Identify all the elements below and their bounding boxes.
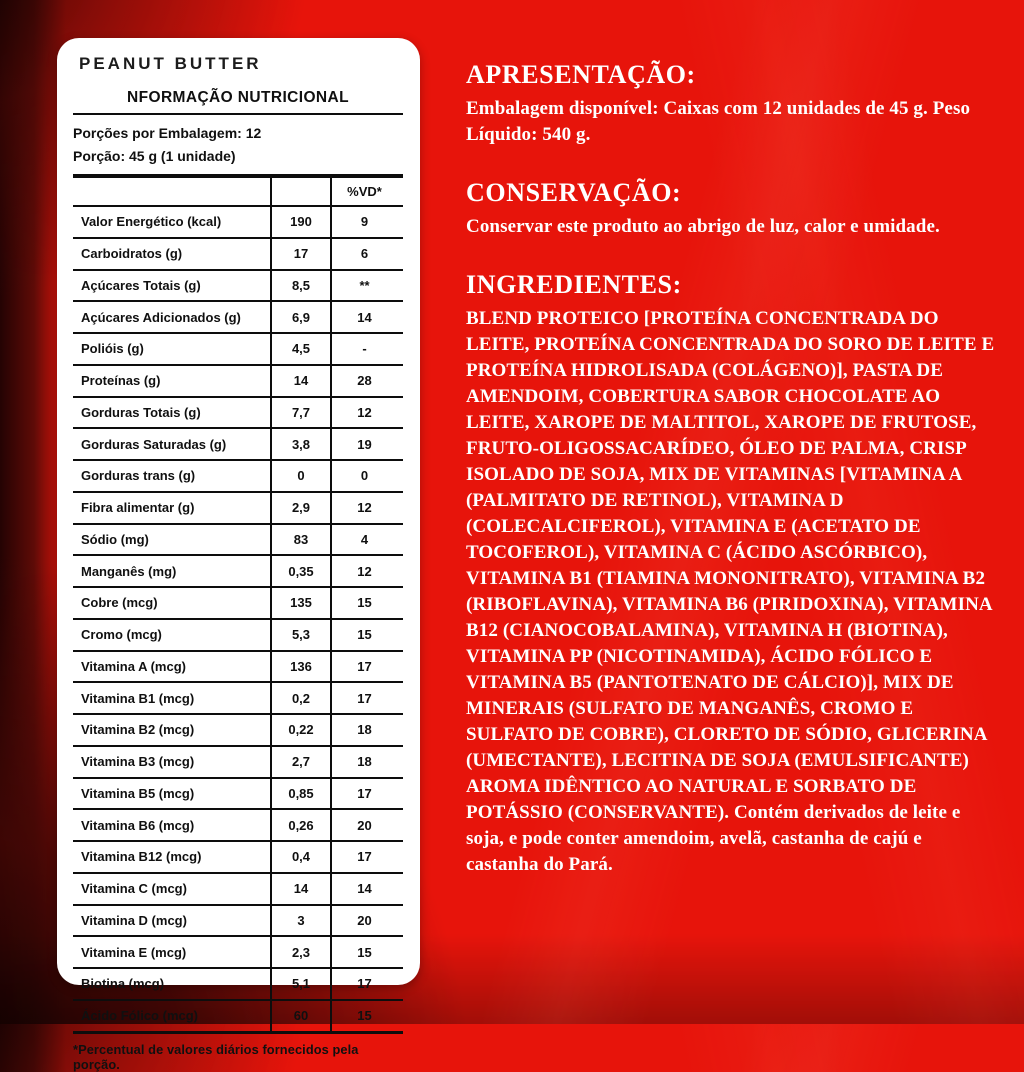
servings-per-pack: Porções por Embalagem: 12	[73, 125, 262, 141]
apresentacao-heading: APRESENTAÇÃO:	[466, 60, 696, 89]
row-nutrient-label: Gorduras Saturadas (g)	[81, 436, 227, 452]
table-row	[73, 967, 403, 999]
table-row	[73, 935, 403, 967]
row-amount-value: 83	[270, 525, 330, 555]
row-amount-value: 3	[270, 906, 330, 936]
info-panel	[466, 60, 998, 878]
product-name: PEANUT BUTTER	[79, 54, 262, 73]
row-amount-value: 7,7	[270, 398, 330, 428]
row-nutrient-label: Cobre (mcg)	[81, 595, 158, 611]
row-nutrient-label: Valor Energético (kcal)	[81, 214, 222, 230]
ingredientes-body: BLEND PROTEICO [PROTEÍNA CONCENTRADA DO LEITE, PROTEÍNA CONCENTRADA DO SORO DE LEITE E PROTEÍNA HIDROLISADA (COLÁGENO)], PASTA DE AMENDOIM, COBERTURA SABOR CHOCOLATE AO LEITE, XAROPE DE MALTITOL, XAROPE DE FRUTOSE, FRUTO-OLIGOSSACARÍDEO, ÓLEO DE PALMA, CRISP ISOLADO DE SOJA, MIX DE VITAMINAS [VITAMINA A (PALMITATO DE RETINOL), VITAMINA D (COLECALCIFEROL), VITAMINA E (ACETATO DE TOCOFEROL), VITAMINA C (ÁCIDO ASCÓRBICO), VITAMINA B1 (TIAMINA MONONITRATO), VITAMINA B2 (RIBOFLAVINA), VITAMINA B6 (PIRIDOXINA), VITAMINA B12 (CIANOCOBALAMINA), VITAMINA H (BIOTINA), VITAMINA PP (NICOTINAMIDA), ÁCIDO FÓLICO E VITAMINA B5 (PANTOTENATO DE CÁLCIO)], MIX DE MINERAIS (SULFATO DE MANGANÊS, CROMO E SULFATO DE COBRE), CLORETO DE SÓDIO, GLICERINA (UMECTANTE), LECITINA DE SOJA (EMULSIFICANTE) AROMA IDÊNTICO AO NATURAL E SORBATO DE POTÁSSIO (CONSERVANTE). Contém derivados de leite e soja, e pode conter amendoim, avelã, castanha de cajú e castanha do Pará.	[466, 308, 995, 875]
row-nutrient-label: Manganês (mg)	[81, 563, 177, 579]
header-amount-cell	[270, 178, 330, 205]
table-row	[73, 396, 403, 428]
row-vd-value: 19	[330, 429, 397, 459]
table-row	[73, 872, 403, 904]
table-row	[73, 745, 403, 777]
row-nutrient-label: Biotina (mcg)	[81, 976, 165, 992]
row-nutrient-label: Açúcares Totais (g)	[81, 277, 201, 293]
row-nutrient-label: Gorduras trans (g)	[81, 468, 196, 484]
row-amount-value: 190	[270, 207, 330, 237]
row-vd-value: 15	[330, 588, 397, 618]
row-vd-value: -	[330, 334, 397, 364]
table-row	[73, 459, 403, 491]
row-vd-value: 20	[330, 810, 397, 840]
row-vd-value: 17	[330, 779, 397, 809]
row-nutrient-label: Açúcares Adicionados (g)	[81, 309, 241, 325]
table-row	[73, 650, 403, 682]
table-row	[73, 999, 403, 1031]
row-amount-value: 0	[270, 461, 330, 491]
row-nutrient-label: Sódio (mg)	[81, 531, 149, 547]
table-row	[73, 269, 403, 301]
row-nutrient-label: Vitamina B6 (mcg)	[81, 817, 195, 833]
row-vd-value: 17	[330, 969, 397, 999]
row-nutrient-label: Vitamina B2 (mcg)	[81, 722, 195, 738]
row-amount-value: 2,9	[270, 493, 330, 523]
row-amount-value: 14	[270, 874, 330, 904]
table-row	[73, 207, 403, 237]
table-row	[73, 364, 403, 396]
row-amount-value: 136	[270, 652, 330, 682]
row-amount-value: 2,3	[270, 937, 330, 967]
row-vd-value: 12	[330, 493, 397, 523]
table-footnote: *Percentual de valores diários fornecidos pela porção.	[73, 1041, 359, 1072]
conservacao-heading: CONSERVAÇÃO:	[466, 178, 682, 207]
row-nutrient-label: Vitamina E (mcg)	[81, 944, 187, 960]
row-vd-value: 12	[330, 398, 397, 428]
table-row	[73, 332, 403, 364]
row-amount-value: 135	[270, 588, 330, 618]
nutrition-table	[73, 178, 403, 1034]
row-vd-value: 9	[330, 207, 397, 237]
row-nutrient-label: Vitamina B5 (mcg)	[81, 785, 195, 801]
row-vd-value: 18	[330, 747, 397, 777]
row-vd-value: 14	[330, 302, 397, 332]
row-nutrient-label: Ácido Fólico (mcg)	[81, 1008, 198, 1024]
row-amount-value: 0,85	[270, 779, 330, 809]
header-nutrient-cell	[73, 178, 270, 205]
row-vd-value: 17	[330, 842, 397, 872]
table-row	[73, 237, 403, 269]
row-vd-value: 15	[330, 620, 397, 650]
table-row	[73, 808, 403, 840]
row-vd-value: 0	[330, 461, 397, 491]
row-nutrient-label: Vitamina B1 (mcg)	[81, 690, 195, 706]
row-nutrient-label: Vitamina D (mcg)	[81, 912, 187, 928]
row-nutrient-label: Vitamina B3 (mcg)	[81, 754, 195, 770]
row-nutrient-label: Vitamina C (mcg)	[81, 881, 187, 897]
row-amount-value: 5,3	[270, 620, 330, 650]
conservacao-body: Conservar este produto ao abrigo de luz, calor e umidade.	[466, 216, 940, 237]
row-vd-value: 28	[330, 366, 397, 396]
row-vd-value: 6	[330, 239, 397, 269]
row-nutrient-label: Carboidratos (g)	[81, 246, 183, 262]
apresentacao-body: Embalagem disponível: Caixas com 12 unidades de 45 g. Peso Líquido: 540 g.	[466, 98, 971, 145]
row-amount-value: 0,35	[270, 556, 330, 586]
table-row	[73, 777, 403, 809]
table-row	[73, 491, 403, 523]
row-amount-value: 3,8	[270, 429, 330, 459]
nutrition-table-body	[73, 207, 403, 1031]
row-amount-value: 0,22	[270, 715, 330, 745]
row-vd-value: 17	[330, 652, 397, 682]
serving-size: Porção: 45 g (1 unidade)	[73, 148, 236, 164]
row-amount-value: 17	[270, 239, 330, 269]
row-amount-value: 4,5	[270, 334, 330, 364]
row-amount-value: 6,9	[270, 302, 330, 332]
row-vd-value: 12	[330, 556, 397, 586]
row-vd-value: 14	[330, 874, 397, 904]
serving-info	[73, 122, 403, 168]
nutrition-table-header-row	[73, 178, 403, 207]
row-nutrient-label: Vitamina A (mcg)	[81, 658, 186, 674]
table-row	[73, 618, 403, 650]
table-row	[73, 840, 403, 872]
ingredientes-heading: INGREDIENTES:	[466, 270, 682, 299]
row-vd-value: 15	[330, 1001, 397, 1031]
row-amount-value: 0,26	[270, 810, 330, 840]
row-vd-value: 17	[330, 683, 397, 713]
row-amount-value: 60	[270, 1001, 330, 1031]
row-nutrient-label: Polióis (g)	[81, 341, 144, 357]
row-amount-value: 0,2	[270, 683, 330, 713]
row-vd-value: 15	[330, 937, 397, 967]
nutrition-card	[57, 38, 420, 1072]
row-nutrient-label: Vitamina B12 (mcg)	[81, 849, 202, 865]
table-row	[73, 523, 403, 555]
row-nutrient-label: Cromo (mcg)	[81, 627, 162, 643]
row-nutrient-label: Proteínas (g)	[81, 373, 161, 389]
table-row	[73, 904, 403, 936]
table-row	[73, 586, 403, 618]
row-amount-value: 5,1	[270, 969, 330, 999]
section-ingredientes	[466, 270, 998, 878]
section-conservacao	[466, 178, 998, 240]
row-amount-value: 2,7	[270, 747, 330, 777]
row-vd-value: 20	[330, 906, 397, 936]
row-vd-value: 18	[330, 715, 397, 745]
nutrition-table-title: NFORMAÇÃO NUTRICIONAL	[73, 89, 403, 115]
row-nutrient-label: Fibra alimentar (g)	[81, 500, 195, 516]
row-nutrient-label: Gorduras Totais (g)	[81, 404, 201, 420]
section-apresentacao	[466, 60, 998, 148]
table-row	[73, 427, 403, 459]
row-vd-value: **	[330, 271, 397, 301]
row-amount-value: 8,5	[270, 271, 330, 301]
table-row	[73, 300, 403, 332]
table-row	[73, 554, 403, 586]
table-row	[73, 713, 403, 745]
row-vd-value: 4	[330, 525, 397, 555]
table-row	[73, 681, 403, 713]
row-amount-value: 14	[270, 366, 330, 396]
row-amount-value: 0,4	[270, 842, 330, 872]
header-vd-cell: %VD*	[330, 178, 397, 205]
